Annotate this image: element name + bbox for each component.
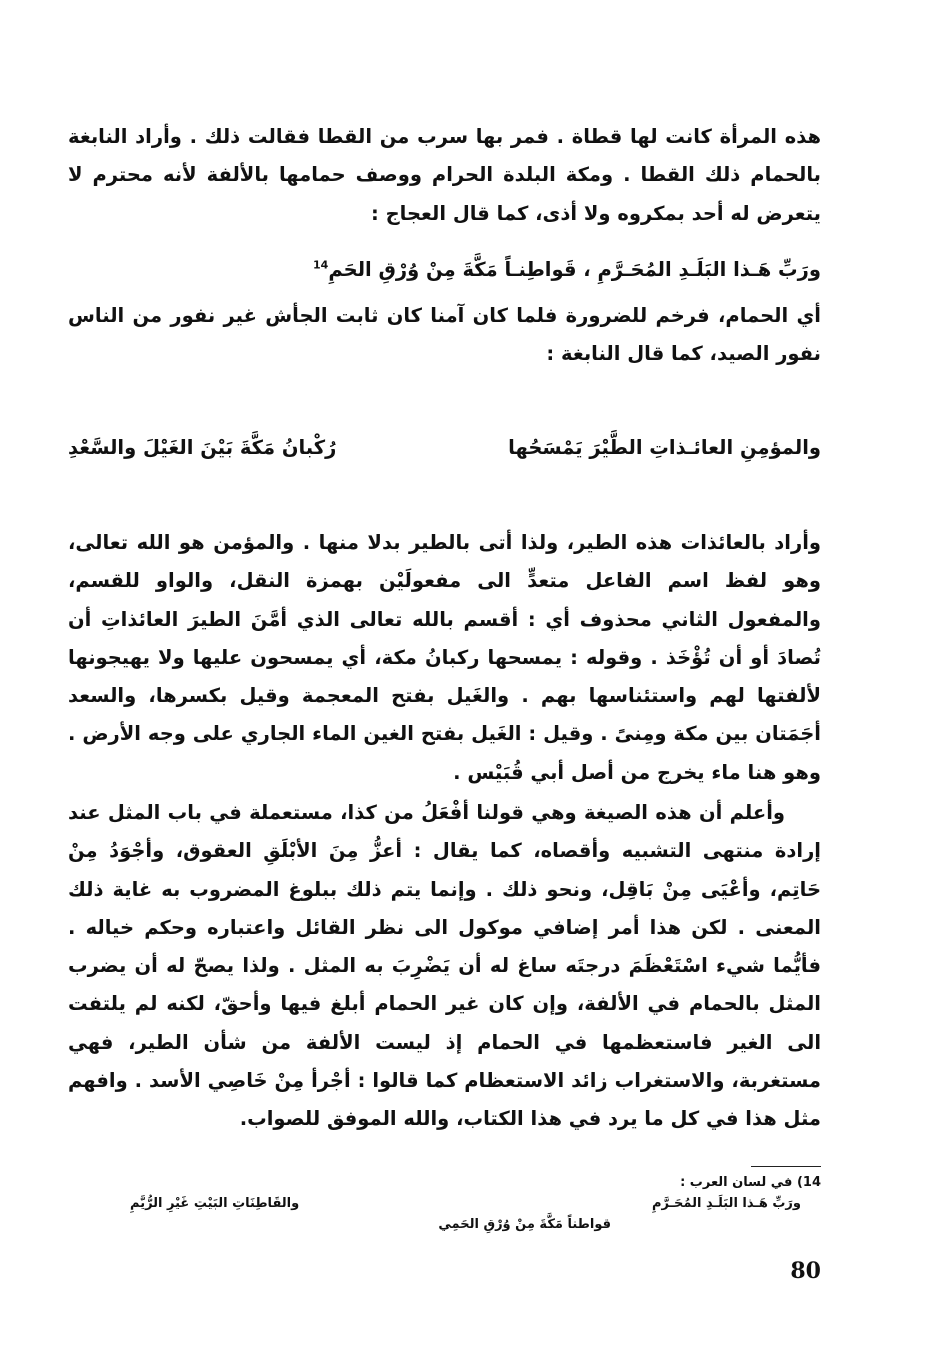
poem-verse (68, 258, 821, 281)
verse-hemistich-second: رُكْبانُ مَكَّةَ بَيْنَ الغَيْلَ والسَّعْدِ (68, 436, 337, 459)
footnote-number: 14) (796, 1175, 821, 1190)
footnote-divider (751, 1166, 821, 1167)
footnote-verse (130, 1196, 821, 1211)
paragraph: هذه المرأة كانت لها قطاة . فمر بها سرب من القطا فقالت ذلك . وأراد النابغة بالحمام ذلك القطا . ومكة البلدة الحرام ووصف حمامها بالألفة لأنه محترم لا يتعرض له أحد بمكروه ولا أذى، كما قال العجاج : (68, 125, 821, 225)
footnote (130, 1175, 821, 1190)
footnote-verse-part: ورَبِّ هَـذا البَلَـدِ المُحَـرَّمِ (651, 1196, 801, 1211)
paragraph: وأعلم أن هذه الصيغة وهي قولنا أفْعَلُ من كذا، مستعملة في باب المثل عند إرادة منتهى التشبيه وأقصاه، كما يقال : أعزُّ مِنَ الأبْلَقِ العقوق، وأجْوَدُ مِنْ حَاتِم، وأعْيَى مِنْ بَاقِل، ونحو ذلك . وإنما يتم ذلك ببلوغ المضروب به غاية ذلك المعنى . لكن هذا أمر إضافي موكول الى نظر القائل واعتباره وحكم خياله . فأيُّما شيء اسْتَعْظَمَ درجتَه ساغ له أن يَضْرِبَ به المثل . ولذا يصحّ له أن يضرب المثل بالحمام في الألفة، وإن كان غير الحمام أبلغ فيها وأحقّ، لكنه لم يلتفت الى الغير فاستعظمها في الحمام إذ ليست الألفة من شأن الطير، فهي مستغربة، والاستغراب زائد الاستعظام كما قالوا : أجْرأ مِنْ خَاصِي الأسد . وافهم مثل هذا في كل ما يرد في هذا الكتاب، والله الموفق للصواب. (68, 801, 821, 1131)
paragraph: أي الحمام، فرخم للضرورة فلما كان آمنا كان ثابت الجأش غير نفور من الناس نفور الصيد، كما قال النابغة : (68, 304, 821, 366)
paragraph: وأراد بالعائذات هذه الطير، ولذا أتى بالطير بدلا منها . والمؤمن هو الله تعالى، وهو لفظ اسم الفاعل متعدٍّ الى مفعولَيْن بهمزة النقل، والواو للقسم، والمفعول الثاني محذوف أي : أقسم بالله تعالى الذي أمَّنَ الطيرَ العائذاتِ أن تُصادَ أو أن تُؤْخَذ . وقوله : يمسحها ركبانُ مكة، أي يمسحون عليها ولا يهيجونها لألفتها لهم واستئناسها بهم . والغَيل بفتح المعجمة وقيل بكسرها، والسعد أجَمَتان بين مكة ومِنىً . وقيل : الغَيل بفتح الغين الماء الجاري على وجه الأرض . وهو هنا ماء يخرج من أصل أبي قُبَيْس . (68, 531, 821, 784)
footnote-verse-part: والقَاطِنَاتِ البَيْتِ غَيْرِ الرُّيَّمِ (130, 1196, 300, 1211)
page-number: 80 (790, 1258, 821, 1284)
poem-verse (68, 436, 821, 459)
footnote-marker: 14 (313, 258, 329, 272)
footnote-intro: في لسان العرب : (680, 1175, 793, 1190)
verse-hemistich-first: والمؤمِنِ العائـذاتِ الطَّيْرَ يَمْسَحُها (508, 436, 821, 459)
footnote-verse-line: قواطناً مَكَّةَ مِنْ وُرْقِ الحَمِي (438, 1217, 611, 1232)
verse-text: ورَبِّ هَـذا البَلَـدِ المُحَـرَّمِ ، قَواطِنـاً مَكَّةَ مِنْ وُرْقِ الحَمِ (328, 258, 821, 281)
